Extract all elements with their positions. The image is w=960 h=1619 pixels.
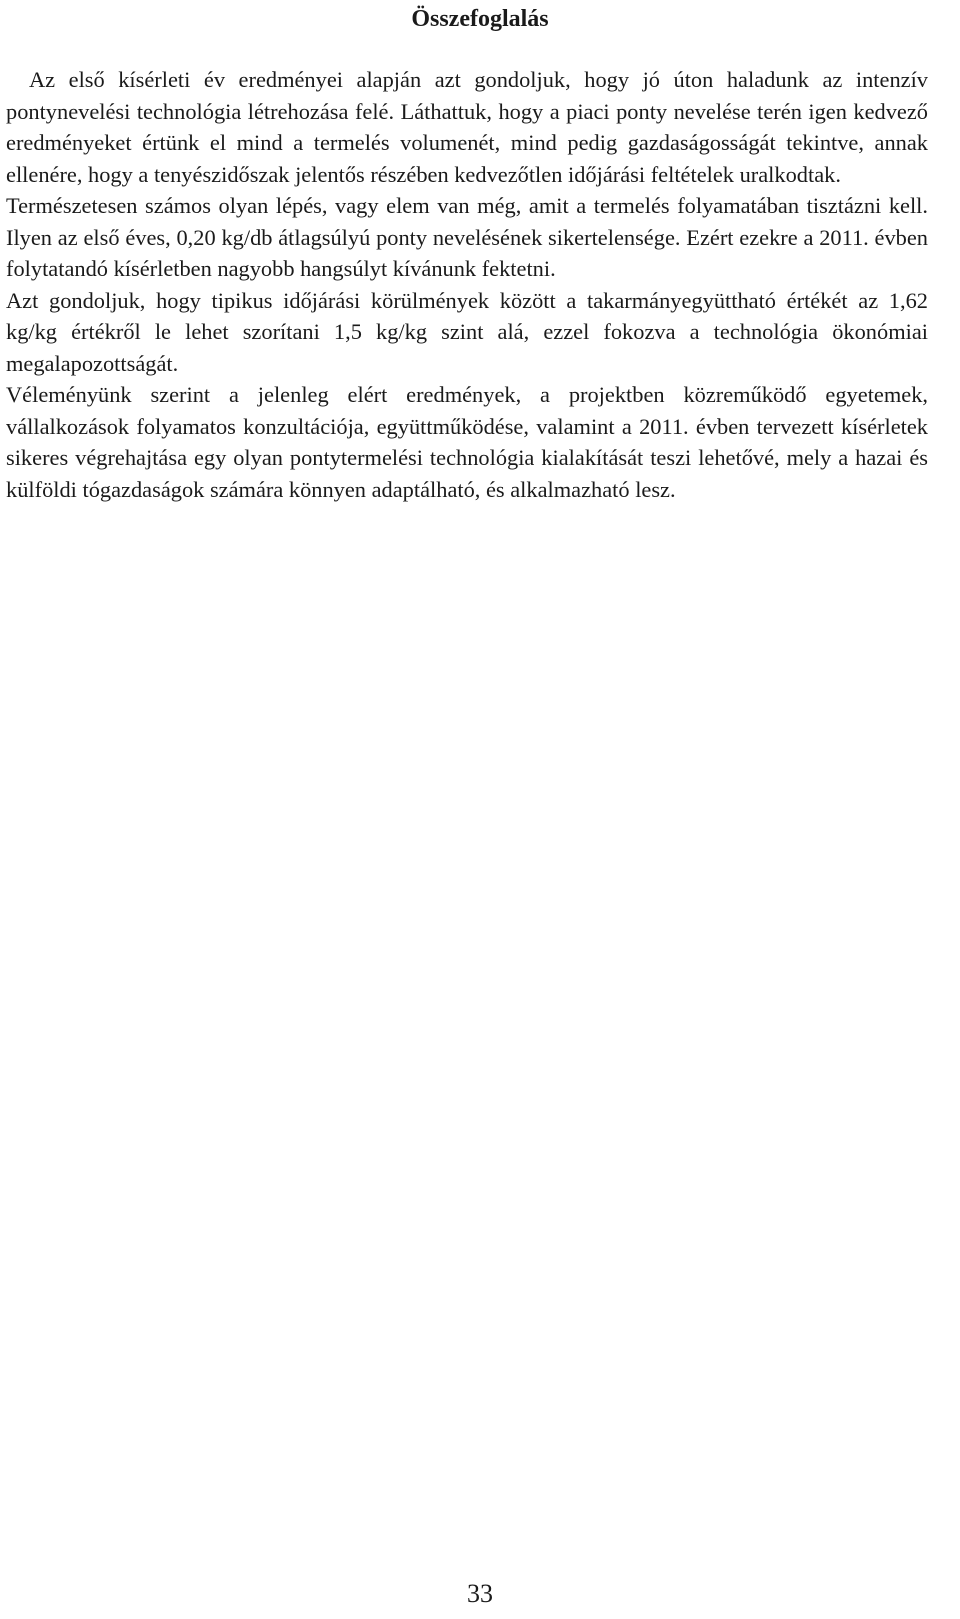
paragraph-1: Az első kísérleti év eredményei alapján azt gondoljuk, hogy jó úton haladunk az intenzív pontynevelési technológia létrehozása felé. Láthattuk, hogy a piaci ponty nevelése terén igen kedvező eredményeket értünk el mind a termelés volumenét, mind pedig gazdaságosságát tekintve, annak ellenére, hogy a tenyészidőszak jelentős részében kedvezőtlen időjárási feltételek uralkodtak.	[6, 67, 928, 187]
page-number: 33	[467, 1579, 493, 1608]
paragraph-2: Természetesen számos olyan lépés, vagy elem van még, amit a termelés folyamatában tisztázni kell. Ilyen az első éves, 0,20 kg/db átlagsúlyú ponty nevelésének sikertelensége. Ezért ezekre a 2011. évben folytatandó kísérletben nagyobb hangsúlyt kívánunk fektetni.	[6, 193, 928, 281]
paragraph-3: Azt gondoljuk, hogy tipikus időjárási körülmények között a takarmányegyüttható értékét az 1,62 kg/kg értékről le lehet szorítani 1,5 kg/kg szint alá, ezzel fokozva a technológia ökonómiai megalapozottságát.	[6, 287, 928, 376]
section-title: Összefoglalás	[411, 6, 549, 32]
summary-body	[6, 64, 928, 505]
paragraph-4: Véleményünk szerint a jelenleg elért eredmények, a projektben közreműködő egyetemek, vállalkozások folyamatos konzultációja, együttműködése, valamint a 2011. évben tervezett kísérletek sikeres végrehajtása egy olyan pontytermelési technológia kialakítását teszi lehetővé, mely a hazai és külföldi tógazdaságok számára könnyen adaptálható, és alkalmazható lesz.	[6, 382, 928, 502]
